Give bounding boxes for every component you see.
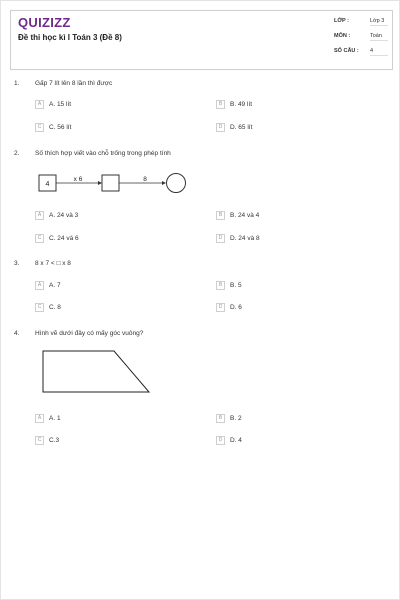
q1-option-d[interactable]: [216, 123, 252, 132]
question-number: 3.: [14, 260, 20, 267]
question-number: 1.: [14, 80, 20, 87]
meta-grade-value: Lớp 3: [370, 18, 388, 26]
option-text: A. 1: [49, 415, 61, 422]
option-text: B. 2: [230, 415, 242, 422]
worksheet-title: Đề thi học kì I Toán 3 (Đề 8): [18, 33, 122, 42]
option-text: B. 49 lít: [230, 101, 253, 108]
option-text: C.3: [49, 437, 60, 444]
question-text: Số thích hợp viết vào chỗ trống trong phép tính: [35, 150, 171, 157]
quizizz-logo: QUIZIZZ: [18, 15, 71, 30]
q3-option-a[interactable]: [35, 281, 61, 290]
option-letter-box: A: [35, 414, 44, 423]
option-letter-box: A: [35, 211, 44, 220]
option-letter-box: B: [216, 211, 225, 220]
operation-1-label: x 6: [73, 176, 83, 183]
option-letter-box: C: [35, 234, 44, 243]
option-letter-box: D: [216, 234, 225, 243]
trapezoid-figure: [41, 349, 153, 395]
option-letter-box: C: [35, 436, 44, 445]
option-text: D. 65 lít: [230, 124, 253, 131]
option-letter-box: B: [216, 100, 225, 109]
option-letter-box: B: [216, 281, 225, 290]
option-letter-box: C: [35, 303, 44, 312]
q2-option-d[interactable]: [216, 234, 260, 243]
meta-subject-label: MÔN :: [334, 33, 351, 39]
q3-option-d[interactable]: [216, 303, 242, 312]
q2-option-b[interactable]: [216, 211, 259, 220]
option-letter-box: D: [216, 303, 225, 312]
meta-grade-label: LỚP :: [334, 18, 349, 24]
option-text: B. 24 và 4: [230, 212, 260, 219]
question-number: 4.: [14, 330, 20, 337]
worksheet-header: [10, 10, 393, 70]
option-text: C. 24 và 6: [49, 235, 79, 242]
option-text: B. 5: [230, 282, 242, 289]
option-letter-box: A: [35, 100, 44, 109]
option-text: D. 4: [230, 437, 242, 444]
option-text: D. 24 và 8: [230, 235, 260, 242]
option-letter-box: D: [216, 123, 225, 132]
option-letter-box: A: [35, 281, 44, 290]
option-text: A. 24 và 3: [49, 212, 79, 219]
option-letter-box: D: [216, 436, 225, 445]
option-letter-box: B: [216, 414, 225, 423]
question-number: 2.: [14, 150, 20, 157]
blank-circle[interactable]: [167, 174, 186, 193]
option-text: A. 7: [49, 282, 61, 289]
option-text: C. 8: [49, 304, 61, 311]
q4-option-b[interactable]: [216, 414, 242, 423]
trapezoid-shape: [43, 351, 149, 392]
meta-count-value: 4: [370, 48, 388, 56]
q1-option-b[interactable]: [216, 100, 252, 109]
q4-option-a[interactable]: [35, 414, 61, 423]
option-text: D. 6: [230, 304, 242, 311]
q3-option-b[interactable]: [216, 281, 242, 290]
start-value: 4: [45, 181, 50, 188]
meta-subject-value: Toán: [370, 33, 388, 41]
q3-option-c[interactable]: [35, 303, 61, 312]
operation-2-label: 8: [143, 176, 147, 183]
blank-box[interactable]: [102, 175, 119, 191]
option-letter-box: C: [35, 123, 44, 132]
option-text: C. 56 lít: [49, 124, 72, 131]
q2-option-a[interactable]: [35, 211, 78, 220]
arrow-head: [162, 181, 166, 185]
calculation-flow-diagram: [36, 171, 191, 196]
question-text: 8 x 7 < □ x 8: [35, 260, 71, 267]
question-text: Gấp 7 lít lên 8 lần thì được: [35, 80, 113, 87]
q2-option-c[interactable]: [35, 234, 79, 243]
q4-option-c[interactable]: [35, 436, 59, 445]
q1-option-c[interactable]: [35, 123, 71, 132]
q1-option-a[interactable]: [35, 100, 71, 109]
q4-option-d[interactable]: [216, 436, 242, 445]
arrow-head: [98, 181, 102, 185]
question-text: Hình vẽ dưới đây có mấy góc vuông?: [35, 330, 144, 337]
option-text: A. 15 lít: [49, 101, 72, 108]
meta-count-label: SỐ CÂU :: [334, 48, 359, 54]
